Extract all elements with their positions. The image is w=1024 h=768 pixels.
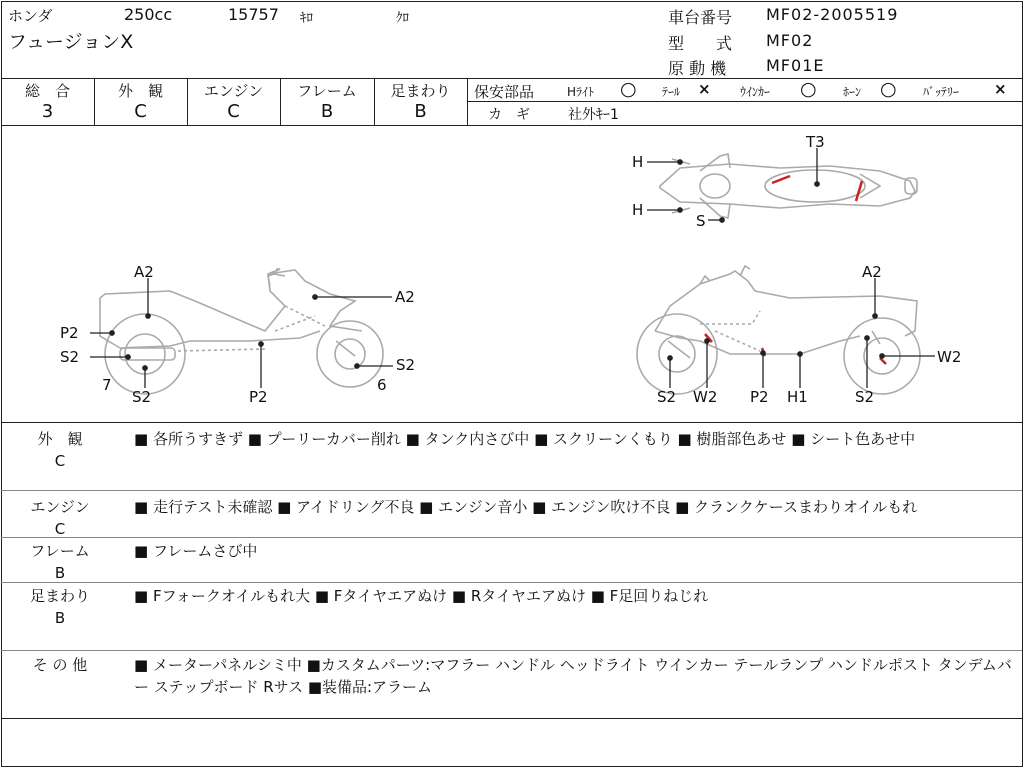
mileage-unit: ｷﾛ — [300, 11, 313, 26]
label-a2-left-right: A2 — [395, 288, 415, 306]
model-code: MF02 — [766, 31, 814, 50]
remark-text-other: ■ メーターパネルシミ中 ■カスタムパーツ:マフラー ハンドル ヘッドライト ウインカー テールランプ ハンドルポスト タンデムバー ステップボード Rサス ■装備品:アラーム — [134, 656, 1012, 696]
divider — [467, 78, 468, 125]
divider — [1, 650, 1022, 651]
safety-item-winker: ｳｲﾝｶｰ — [740, 85, 771, 99]
label-6: 6 — [377, 376, 387, 394]
divider — [1, 490, 1022, 491]
maker: ホンダ — [8, 7, 53, 25]
right-side-bike-drawing — [637, 266, 920, 394]
top-view-bike-drawing — [660, 154, 917, 218]
grade-label-overall: 総 合 — [24, 82, 70, 100]
label-s2-right-b: S2 — [855, 388, 875, 406]
remark-category-exterior — [0, 428, 120, 472]
model-name: フュージョンX — [8, 31, 134, 53]
remark-text-suspension: ■ Fフォークオイルもれ大 ■ Fタイヤエアぬけ ■ Rタイヤエアぬけ ■ F足回りねじれ — [134, 587, 709, 605]
grade-label-frame: フレーム — [297, 82, 357, 100]
grade-value-exterior: C — [134, 101, 147, 122]
remark-category-label: そ の 他 — [32, 656, 88, 674]
label-s2-right-a: S2 — [657, 388, 677, 406]
callout-labels — [60, 133, 961, 406]
label-p2-left: P2 — [60, 324, 79, 342]
remark-category-grade: C — [54, 520, 66, 538]
displacement: 250cc — [124, 5, 173, 24]
grade-label-suspension: 足まわり — [390, 82, 451, 100]
label-h-lower: H — [632, 201, 644, 219]
remark-text-exterior: ■ 各所うすきず ■ プーリーカバー削れ ■ タンク内さび中 ■ スクリーンくもり ■ 樹脂部色あせ ■ シート色あせ中 — [134, 430, 916, 448]
safety-mark-horn: ○ — [880, 78, 897, 100]
remark-category-suspension — [0, 585, 120, 629]
divider — [1, 422, 1022, 423]
safety-item-headlight: Hﾗｲﾄ — [567, 85, 595, 99]
engine-no-label: 原 動 機 — [668, 59, 727, 78]
safety-mark-tail: × — [698, 80, 711, 98]
label-p2-right: P2 — [750, 388, 769, 406]
remark-category-grade: B — [54, 609, 66, 627]
remark-category-frame — [0, 540, 120, 584]
divider — [1, 78, 1022, 79]
divider — [1, 718, 1022, 719]
label-p2-left-bottom: P2 — [249, 388, 268, 406]
grade-value-overall: 3 — [41, 101, 54, 122]
safety-item-battery: ﾊﾞｯﾃﾘｰ — [923, 85, 960, 99]
remark-category-engine — [0, 496, 120, 540]
grade-value-frame: B — [320, 101, 334, 122]
key-value: 社外ｷｰ1 — [568, 107, 619, 123]
label-s2-left: S2 — [60, 348, 80, 366]
safety-label: 保安部品 — [474, 83, 535, 101]
label-h-upper: H — [632, 153, 644, 171]
label-w2-right: W2 — [937, 348, 962, 366]
remark-category-label: エンジン — [30, 498, 90, 516]
safety-item-horn: ﾎｰﾝ — [843, 85, 862, 99]
label-a2-left-top: A2 — [134, 263, 154, 281]
label-s2-left-bottom: S2 — [132, 388, 152, 406]
label-w2-right-b: W2 — [693, 388, 718, 406]
engine-no: MF01E — [766, 56, 825, 75]
divider — [1, 582, 1022, 583]
remark-category-label: 外 観 — [37, 430, 83, 448]
model-code-label: 型 式 — [668, 34, 733, 53]
grade-label-engine: エンジン — [203, 82, 264, 100]
remark-category-grade: B — [54, 564, 66, 582]
safety-item-tail: ﾃｰﾙ — [662, 85, 681, 99]
remark-category-label: フレーム — [30, 542, 90, 560]
key-label: カ ギ — [488, 107, 530, 123]
label-a2-right-top: A2 — [862, 263, 882, 281]
label-7: 7 — [102, 376, 112, 394]
safety-mark-headlight: ○ — [620, 78, 637, 100]
remark-text-engine: ■ 走行テスト未確認 ■ アイドリング不良 ■ エンジン音小 ■ エンジン吹け不良 ■ クランクケースまわりオイルもれ — [134, 498, 918, 516]
label-s-top: S — [696, 212, 706, 230]
remark-text-frame: ■ フレームさび中 — [134, 542, 258, 560]
remark-category-other — [0, 654, 120, 676]
bike-diagram — [0, 126, 1024, 422]
frame-no: MF02-2005519 — [766, 5, 899, 24]
divider — [1, 537, 1022, 538]
divider — [467, 101, 1022, 102]
label-t3: T3 — [806, 133, 825, 151]
remark-category-label: 足まわり — [29, 587, 90, 605]
label-s2-left-right: S2 — [396, 356, 416, 374]
safety-mark-winker: ○ — [800, 78, 817, 100]
frame-no-label: 車台番号 — [668, 8, 733, 27]
grade-value-suspension: B — [414, 101, 427, 122]
label-h1: H1 — [787, 388, 808, 406]
grade-value-engine: C — [227, 101, 240, 122]
remark-category-grade: C — [54, 452, 66, 470]
grade-label-exterior: 外 観 — [117, 82, 163, 100]
mileage: 15757 — [228, 5, 279, 24]
left-side-bike-drawing — [100, 269, 383, 394]
safety-mark-battery: × — [994, 80, 1007, 98]
color: ｸﾛ — [396, 11, 409, 26]
